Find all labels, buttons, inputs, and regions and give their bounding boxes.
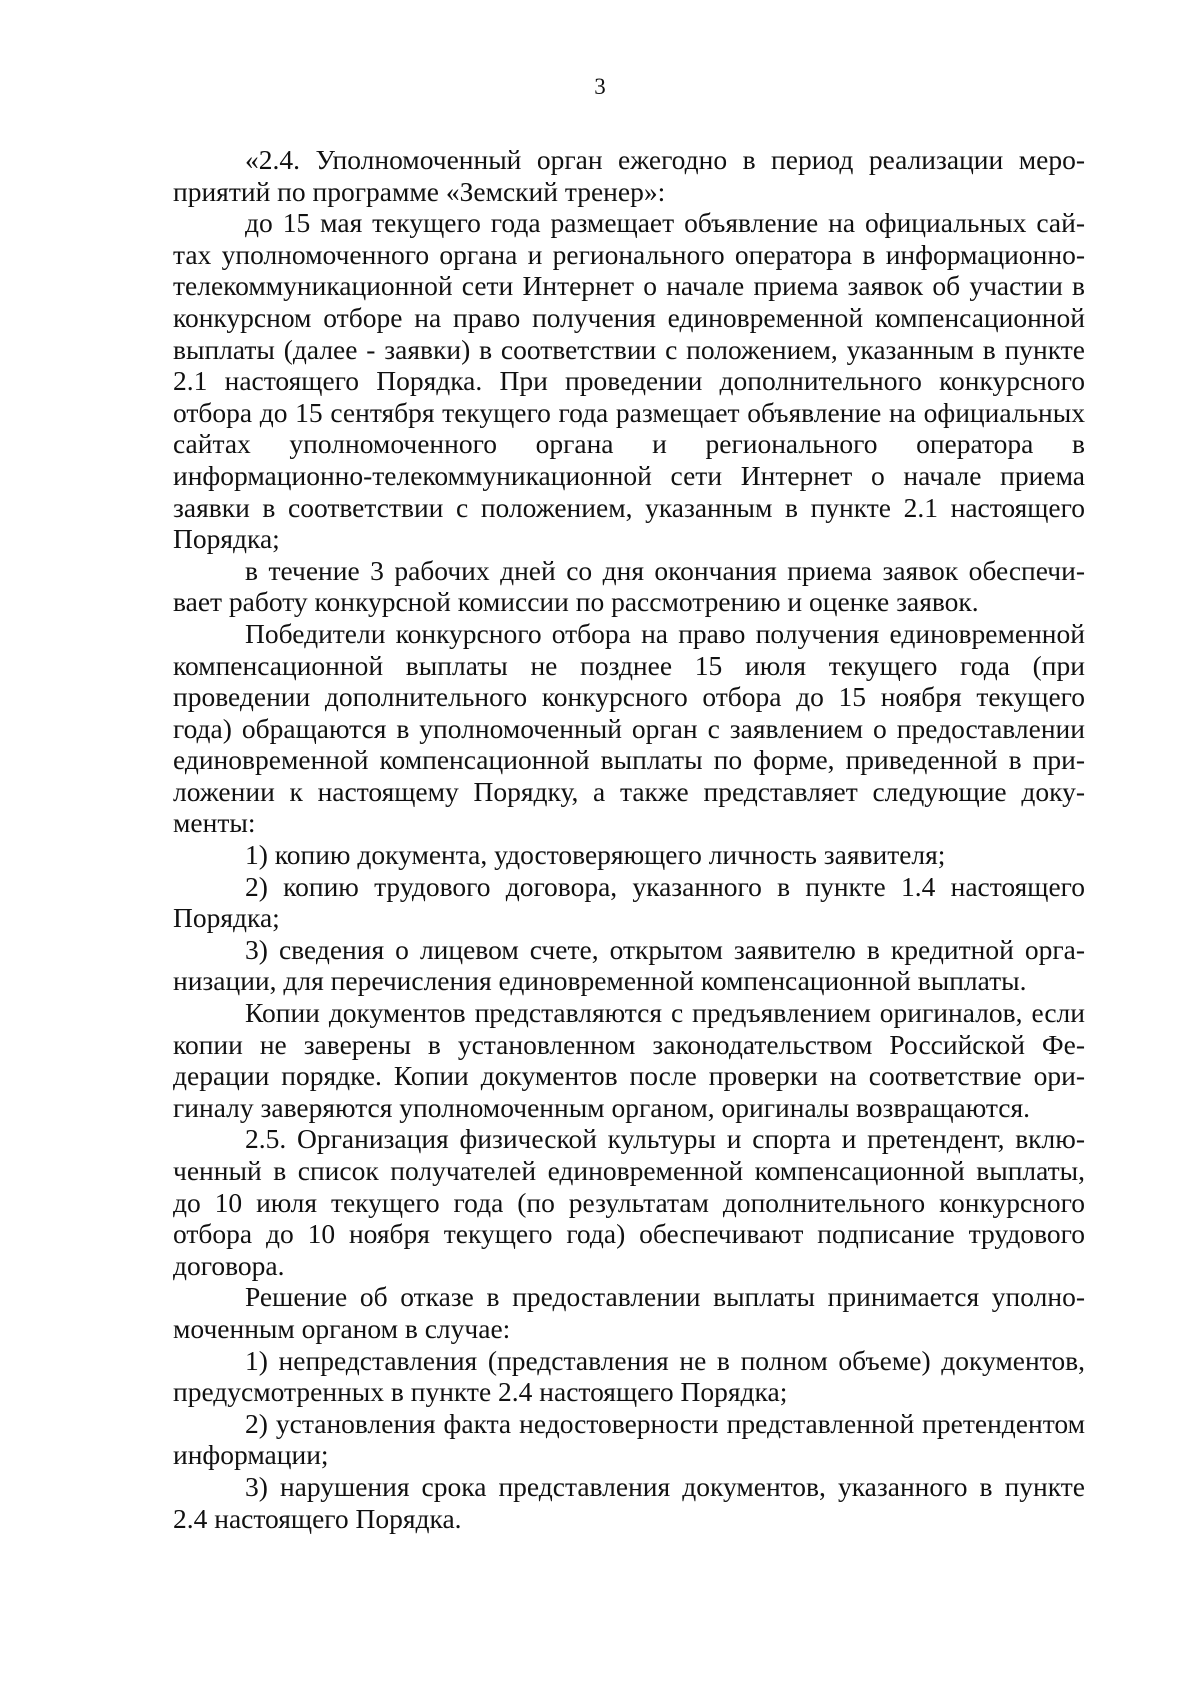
paragraph-winners-application: Победители конкурсного отбора на право получения единовременной компенсационной выплаты не позднее 15 июля текущего года (при проведении дополнительного конкурсного отбора до 15 ноября текущего года) обращаются в уполномоченный орган с заявлением о предоставлении единовременной компенсационной выплаты по форме, приведенной в приложении к настоящему Порядку, а также представляет следующие документы:	[173, 617, 1085, 839]
list-item-refusal-false-information: 2) установления факта недостоверности представленной претендентом информации;	[173, 1407, 1085, 1471]
list-item-refusal-missed-deadline: 3) нарушения срока представления документов, указанного в пункте 2.4 настоящего Порядка.	[173, 1470, 1085, 1534]
list-item-identity-document: 1) копию документа, удостоверяющего личность заявителя;	[245, 839, 946, 871]
paragraph-2-5-contract-signing: 2.5. Организация физической культуры и спорта и претендент, включенный в список получателей единовременной компенсационной выплаты, до 10 июля текущего года (по результатам дополнительного конкурсного отбора до 10 ноября текущего года) обеспечивают подписание трудового договора.	[173, 1123, 1085, 1281]
list-item-bank-account: 3) сведения о лицевом счете, открытом заявителю в кредитной организации, для перечисления единовременной компенсационной выплаты.	[173, 933, 1085, 997]
paragraph-refusal-decision: Решение об отказе в предоставлении выплаты принимается уполномоченным органом в случае:	[173, 1281, 1085, 1344]
page-number: 3	[594, 74, 606, 99]
paragraph-document-copies: Копии документов представляются с предъявлением оригиналов, если копии не заверены в установленном законодательством Российской Федерации порядке. Копии документов после проверки на соответствие оригиналу заверяются уполномоченным органом, оригиналы возвращаются.	[173, 997, 1085, 1123]
document-body	[173, 144, 1085, 1534]
paragraph-announcement-deadline: до 15 мая текущего года размещает объявление на официальных сайтах уполномоченного органа и регионального оператора в информационно-телекоммуникационной сети Интернет о начале приема заявок об участии в конкурсном отборе на право получения единовременной компенсационной выплаты (далее - заявки) в соответствии с положением, указанным в пункте 2.1 настоящего Порядка. При проведении дополнительного конкурсного отбора до 15 сентября текущего года размещает объявление на официальных сайтах уполномоченного органа и регионального оператора в информационно-телекоммуникационной сети Интернет о начале приема заявки в соответствии с положением, указанным в пункте 2.1 настоящего Порядка;	[173, 207, 1085, 555]
paragraph-commission-work: в течение 3 рабочих дней со дня окончания приема заявок обеспечивает работу конкурсной комиссии по рассмотрению и оценке заявок.	[173, 554, 1085, 618]
list-item-labor-contract: 2) копию трудового договора, указанного в пункте 1.4 настоящего Порядка;	[173, 870, 1085, 934]
list-item-refusal-incomplete-documents: 1) непредставления (представления не в полном объеме) документов, предусмотренных в пункте 2.4 настоящего Порядка;	[173, 1344, 1085, 1408]
paragraph-2-4-intro: «2.4. Уполномоченный орган ежегодно в период реализации мероприятий по программе «Земский тренер»:	[173, 144, 1085, 207]
